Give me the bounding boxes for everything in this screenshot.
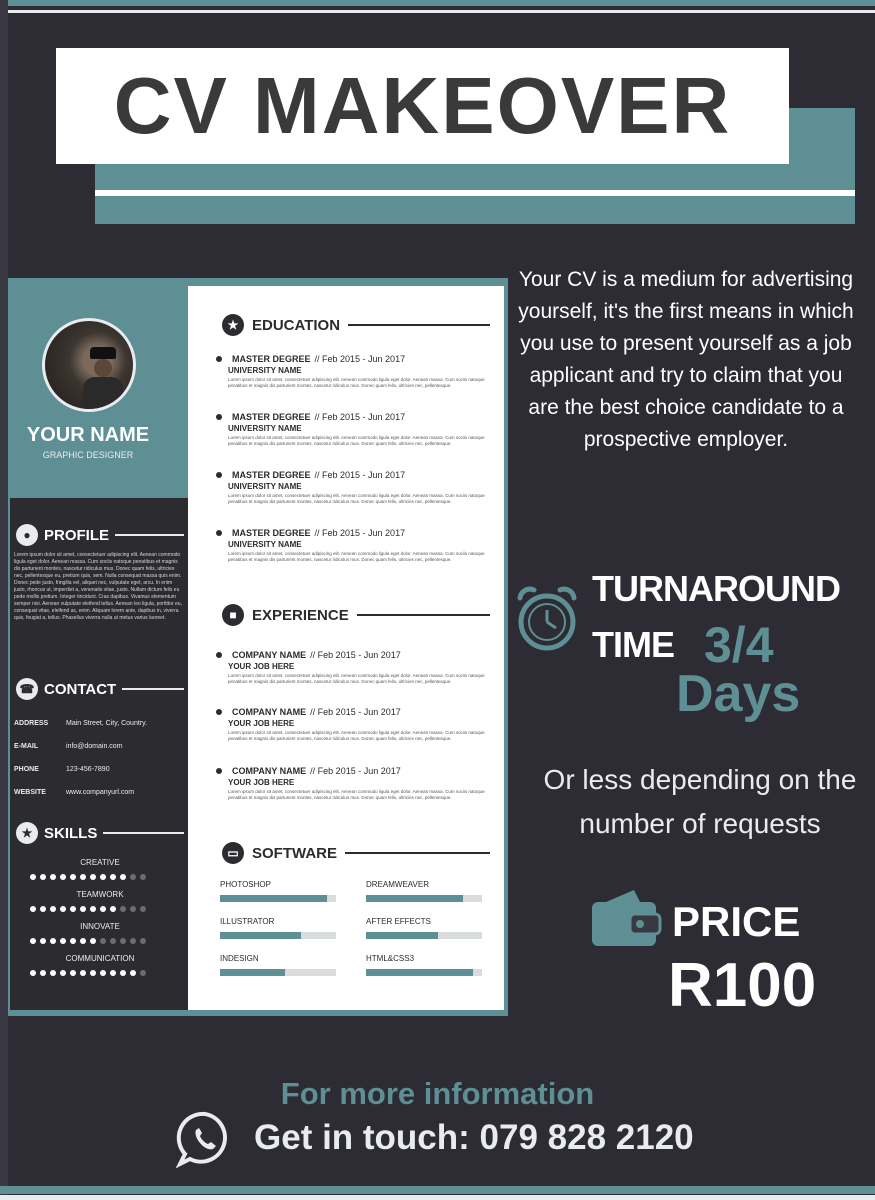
skill-dot <box>60 874 66 880</box>
skill-label: CREATIVE <box>80 858 120 867</box>
skill-dot <box>120 874 126 880</box>
wallet-icon <box>590 888 662 950</box>
left-edge <box>0 0 8 1200</box>
briefcase-icon: ■ <box>222 604 244 626</box>
skill-dot <box>70 970 76 976</box>
entry-date: // Feb 2015 - Jun 2017 <box>314 412 406 422</box>
skill-dot <box>60 970 66 976</box>
skill-dot <box>80 906 86 912</box>
description-text: Your CV is a medium for advertising yourself, it's the first means in which you use to present yourself as a job applicant and try to claim that you are the best choice candidate to a prospective employer. <box>518 268 854 451</box>
entry-subtitle: UNIVERSITY NAME <box>228 366 302 375</box>
entry-date: // Feb 2015 - Jun 2017 <box>310 766 401 776</box>
skill-dot <box>80 874 86 880</box>
entry-text: Lorem ipsum dolor sit amet, consectetuer adipiscing elit. Aenean commodo ligula eget dolor. Aenean massa. Cum sociis natoque penatibus et magnis dis parturient montes, nascetur ridiculus mus. Donec quam felis, ultricies nec, pellentesque. <box>228 730 485 741</box>
more-info-text: For more information <box>280 1076 595 1111</box>
skill-dot <box>130 874 136 880</box>
software-bar <box>366 969 482 976</box>
software-bar <box>220 895 336 902</box>
entry-title: MASTER DEGREE <box>232 354 311 364</box>
skill-dot <box>120 970 126 976</box>
skills-heading <box>16 822 184 844</box>
skill-dot <box>130 906 136 912</box>
profile-text: Lorem ipsum dolor sit amet, consectetuer adipiscing elit. Aenean commodo ligula eget dolor. Aenean massa. Cum sociis natoque penatibus et magnis dis parturient montes, nascetur ridiculus mus. Donec quam felis, ultricies nec, pellentesque eu, pretium quis, sem. Nulla consequat massa quis enim. Donec pede justo, fringilla vel, aliquet nec, vulputate eget, arcu. In enim justo, rhoncus ut, imperdiet a, venenatis vitae, justo. Nullam dictum felis eu pede mollis pretium. Integer tincidunt. Cras dapibus. Vivamus elementum semper nisi. Aenean vulputate eleifend tellus. Aenean leo ligula, porttitor eu, consequat vitae, eleifend ac, enim. Aliquam lorem ante, dapibus in, viverra quis, feugiat a, tellus. Phasellus viverra nulla ut metus varius laoreet. <box>14 552 182 621</box>
skill-dot <box>100 938 106 944</box>
entry-text: Lorem ipsum dolor sit amet, consectetuer adipiscing elit. Aenean commodo ligula eget dolor. Aenean massa. Cum sociis natoque penatibus et magnis dis parturient montes, nascetur ridiculus mus. Donec quam felis, ultricies nec, pellentesque. <box>228 551 485 562</box>
software-bar-fill <box>366 932 438 939</box>
skill-dot <box>130 938 136 944</box>
entry-date: // Feb 2015 - Jun 2017 <box>314 354 406 364</box>
skill-dot <box>140 874 146 880</box>
experience-entry <box>228 707 488 742</box>
skills-label: SKILLS <box>44 824 98 842</box>
skill-dot <box>100 970 106 976</box>
software-bar <box>220 932 336 939</box>
entry-date: // Feb 2015 - Jun 2017 <box>310 707 401 717</box>
star-icon: ★ <box>222 314 244 336</box>
experience-entry <box>228 766 488 801</box>
entry-title: MASTER DEGREE <box>232 412 311 422</box>
skill-dot <box>90 970 96 976</box>
turnaround-unit: Days <box>676 665 801 723</box>
contact-key: PHONE <box>14 766 39 773</box>
skill-dot <box>140 938 146 944</box>
profile-heading <box>16 524 184 546</box>
entry-text: Lorem ipsum dolor sit amet, consectetuer adipiscing elit. Aenean commodo ligula eget dolor. Aenean massa. Cum sociis natoque penatibus et magnis dis parturient montes, nascetur ridiculus mus. Donec quam felis, ultricies nec, pellentesque. <box>228 789 485 800</box>
entry-subtitle: UNIVERSITY NAME <box>228 482 302 491</box>
skill-dot <box>70 874 76 880</box>
education-entry <box>228 528 488 563</box>
divider <box>348 324 490 326</box>
skill-dot <box>140 906 146 912</box>
contact-key: E-MAIL <box>14 743 39 750</box>
contact-key: WEBSITE <box>14 789 46 796</box>
contact-value: www.companyurl.com <box>66 789 135 796</box>
entry-subtitle: YOUR JOB HERE <box>228 662 295 671</box>
skill-dot <box>100 906 106 912</box>
skill-dot <box>50 938 56 944</box>
entry-title: MASTER DEGREE <box>232 470 311 480</box>
entry-text: Lorem ipsum dolor sit amet, consectetuer adipiscing elit. Aenean commodo ligula eget dolor. Aenean massa. Cum sociis natoque penatibus et magnis dis parturient montes, nascetur ridiculus mus. Donec quam felis, ultricies nec, pellentesque. <box>228 493 485 504</box>
divider <box>345 852 490 854</box>
top-accent-strip <box>0 0 875 6</box>
user-icon: ● <box>16 524 38 546</box>
top-white-strip <box>0 10 875 13</box>
entry-subtitle: YOUR JOB HERE <box>228 778 295 787</box>
price-label: PRICE <box>672 898 801 945</box>
skill-dots <box>30 874 170 882</box>
skill-dots <box>30 970 170 978</box>
entry-subtitle: UNIVERSITY NAME <box>228 540 302 549</box>
contact-key: ADDRESS <box>14 720 49 727</box>
entry-title: COMPANY NAME <box>232 766 307 776</box>
skill-dot <box>110 938 116 944</box>
skill-dot <box>80 970 86 976</box>
entry-subtitle: YOUR JOB HERE <box>228 719 295 728</box>
software-item <box>220 954 336 976</box>
contact-heading <box>16 678 184 700</box>
skill-dot <box>70 906 76 912</box>
lightbulb-icon: ★ <box>16 822 38 844</box>
monitor-icon: ▭ <box>222 842 244 864</box>
skill-label: TEAMWORK <box>76 890 124 899</box>
skill-dot <box>80 938 86 944</box>
skill-dot <box>30 874 36 880</box>
divider <box>122 688 184 690</box>
bottom-white-strip <box>0 1195 875 1200</box>
education-heading <box>222 314 490 336</box>
skill-dot <box>90 874 96 880</box>
bottom-accent-strip <box>0 1186 875 1194</box>
skill-dot <box>110 874 116 880</box>
entry-title: MASTER DEGREE <box>232 528 311 538</box>
skill-dot <box>100 874 106 880</box>
skill-dot <box>110 970 116 976</box>
software-bar <box>366 895 482 902</box>
skill-dot <box>50 874 56 880</box>
divider <box>103 832 184 834</box>
skill-dot <box>90 906 96 912</box>
cv-name: YOUR NAME <box>26 424 150 446</box>
turnaround-label: TURNAROUND <box>592 568 840 609</box>
turnaround-value: 3/4 <box>704 617 774 673</box>
software-name: INDESIGN <box>220 954 259 963</box>
skill-dot <box>50 970 56 976</box>
contact-label: CONTACT <box>44 680 117 698</box>
skill-dot <box>30 938 36 944</box>
skill-dot <box>50 906 56 912</box>
software-item <box>366 954 482 976</box>
skill-label: COMMUNICATION <box>65 954 135 963</box>
skill-dot <box>120 906 126 912</box>
education-entry <box>228 470 488 505</box>
skill-dots <box>30 906 170 914</box>
software-name: HTML&CSS3 <box>366 954 415 963</box>
software-bar <box>366 932 482 939</box>
software-bar-fill <box>366 969 473 976</box>
software-bar <box>220 969 336 976</box>
contact-row <box>14 789 184 796</box>
software-item <box>220 917 336 939</box>
phone-icon: ☎ <box>16 678 38 700</box>
skill-dot <box>40 970 46 976</box>
software-bar-fill <box>366 895 463 902</box>
software-item <box>366 880 482 902</box>
software-label: SOFTWARE <box>252 844 337 862</box>
entry-title: COMPANY NAME <box>232 707 307 717</box>
software-heading <box>222 842 490 864</box>
entry-date: // Feb 2015 - Jun 2017 <box>314 528 406 538</box>
contact-row <box>14 720 184 727</box>
education-entry <box>228 412 488 447</box>
software-bar-fill <box>220 932 301 939</box>
software-name: DREAMWEAVER <box>366 880 429 889</box>
entry-title: COMPANY NAME <box>232 650 307 660</box>
skill-dot <box>30 970 36 976</box>
time-label: TIME <box>592 624 674 665</box>
skill-dot <box>30 906 36 912</box>
entry-text: Lorem ipsum dolor sit amet, consectetuer adipiscing elit. Aenean commodo ligula eget dolor. Aenean massa. Cum sociis natoque penatibus et magnis dis parturient montes, nascetur ridiculus mus. Donec quam felis, ultricies nec, pellentesque. <box>228 377 485 388</box>
skill-dot <box>60 906 66 912</box>
alarm-clock-icon <box>514 582 580 654</box>
divider <box>115 534 184 536</box>
skill-dot <box>130 970 136 976</box>
skill-dot <box>40 906 46 912</box>
contact-value: Main Street, City, Country. <box>66 720 148 727</box>
page-title: CV MAKEOVER <box>113 61 732 150</box>
entry-date: // Feb 2015 - Jun 2017 <box>310 650 401 660</box>
contact-value: 123-456-7890 <box>66 766 110 773</box>
software-item <box>220 880 336 902</box>
experience-label: EXPERIENCE <box>252 606 349 624</box>
skill-dot <box>40 874 46 880</box>
skill-dot <box>140 970 146 976</box>
software-name: AFTER EFFECTS <box>366 917 431 926</box>
whatsapp-icon <box>176 1110 234 1168</box>
entry-date: // Feb 2015 - Jun 2017 <box>314 470 406 480</box>
price-value: R100 <box>668 951 817 1020</box>
turnaround-note: Or less depending on the number of requests <box>543 764 857 839</box>
skill-dot <box>70 938 76 944</box>
avatar <box>42 318 136 412</box>
entry-subtitle: UNIVERSITY NAME <box>228 424 302 433</box>
skill-dot <box>120 938 126 944</box>
software-bar-fill <box>220 969 285 976</box>
skill-label: INNOVATE <box>80 922 120 931</box>
title-underline <box>95 190 855 196</box>
software-name: PHOTOSHOP <box>220 880 271 889</box>
skill-dots <box>30 938 170 946</box>
divider <box>357 614 490 616</box>
software-item <box>366 917 482 939</box>
skill-dot <box>40 938 46 944</box>
contact-row <box>14 743 184 750</box>
skill-dot <box>90 938 96 944</box>
contact-phone: Get in touch: 079 828 2120 <box>254 1118 694 1157</box>
entry-text: Lorem ipsum dolor sit amet, consectetuer adipiscing elit. Aenean commodo ligula eget dolor. Aenean massa. Cum sociis natoque penatibus et magnis dis parturient montes, nascetur ridiculus mus. Donec quam felis, ultricies nec, pellentesque. <box>228 673 485 684</box>
skill-dot <box>60 938 66 944</box>
contact-value: info@domain.com <box>66 743 123 750</box>
experience-heading <box>222 604 490 626</box>
contact-row <box>14 766 184 773</box>
skill-dot <box>110 906 116 912</box>
profile-label: PROFILE <box>44 526 110 544</box>
software-name: ILLUSTRATOR <box>220 917 275 926</box>
software-bar-fill <box>220 895 327 902</box>
education-entry <box>228 354 488 389</box>
entry-text: Lorem ipsum dolor sit amet, consectetuer adipiscing elit. Aenean commodo ligula eget dolor. Aenean massa. Cum sociis natoque penatibus et magnis dis parturient montes, nascetur ridiculus mus. Donec quam felis, ultricies nec, pellentesque. <box>228 435 485 446</box>
cv-role: GRAPHIC DESIGNER <box>42 450 134 460</box>
experience-entry <box>228 650 488 685</box>
education-label: EDUCATION <box>252 316 341 334</box>
